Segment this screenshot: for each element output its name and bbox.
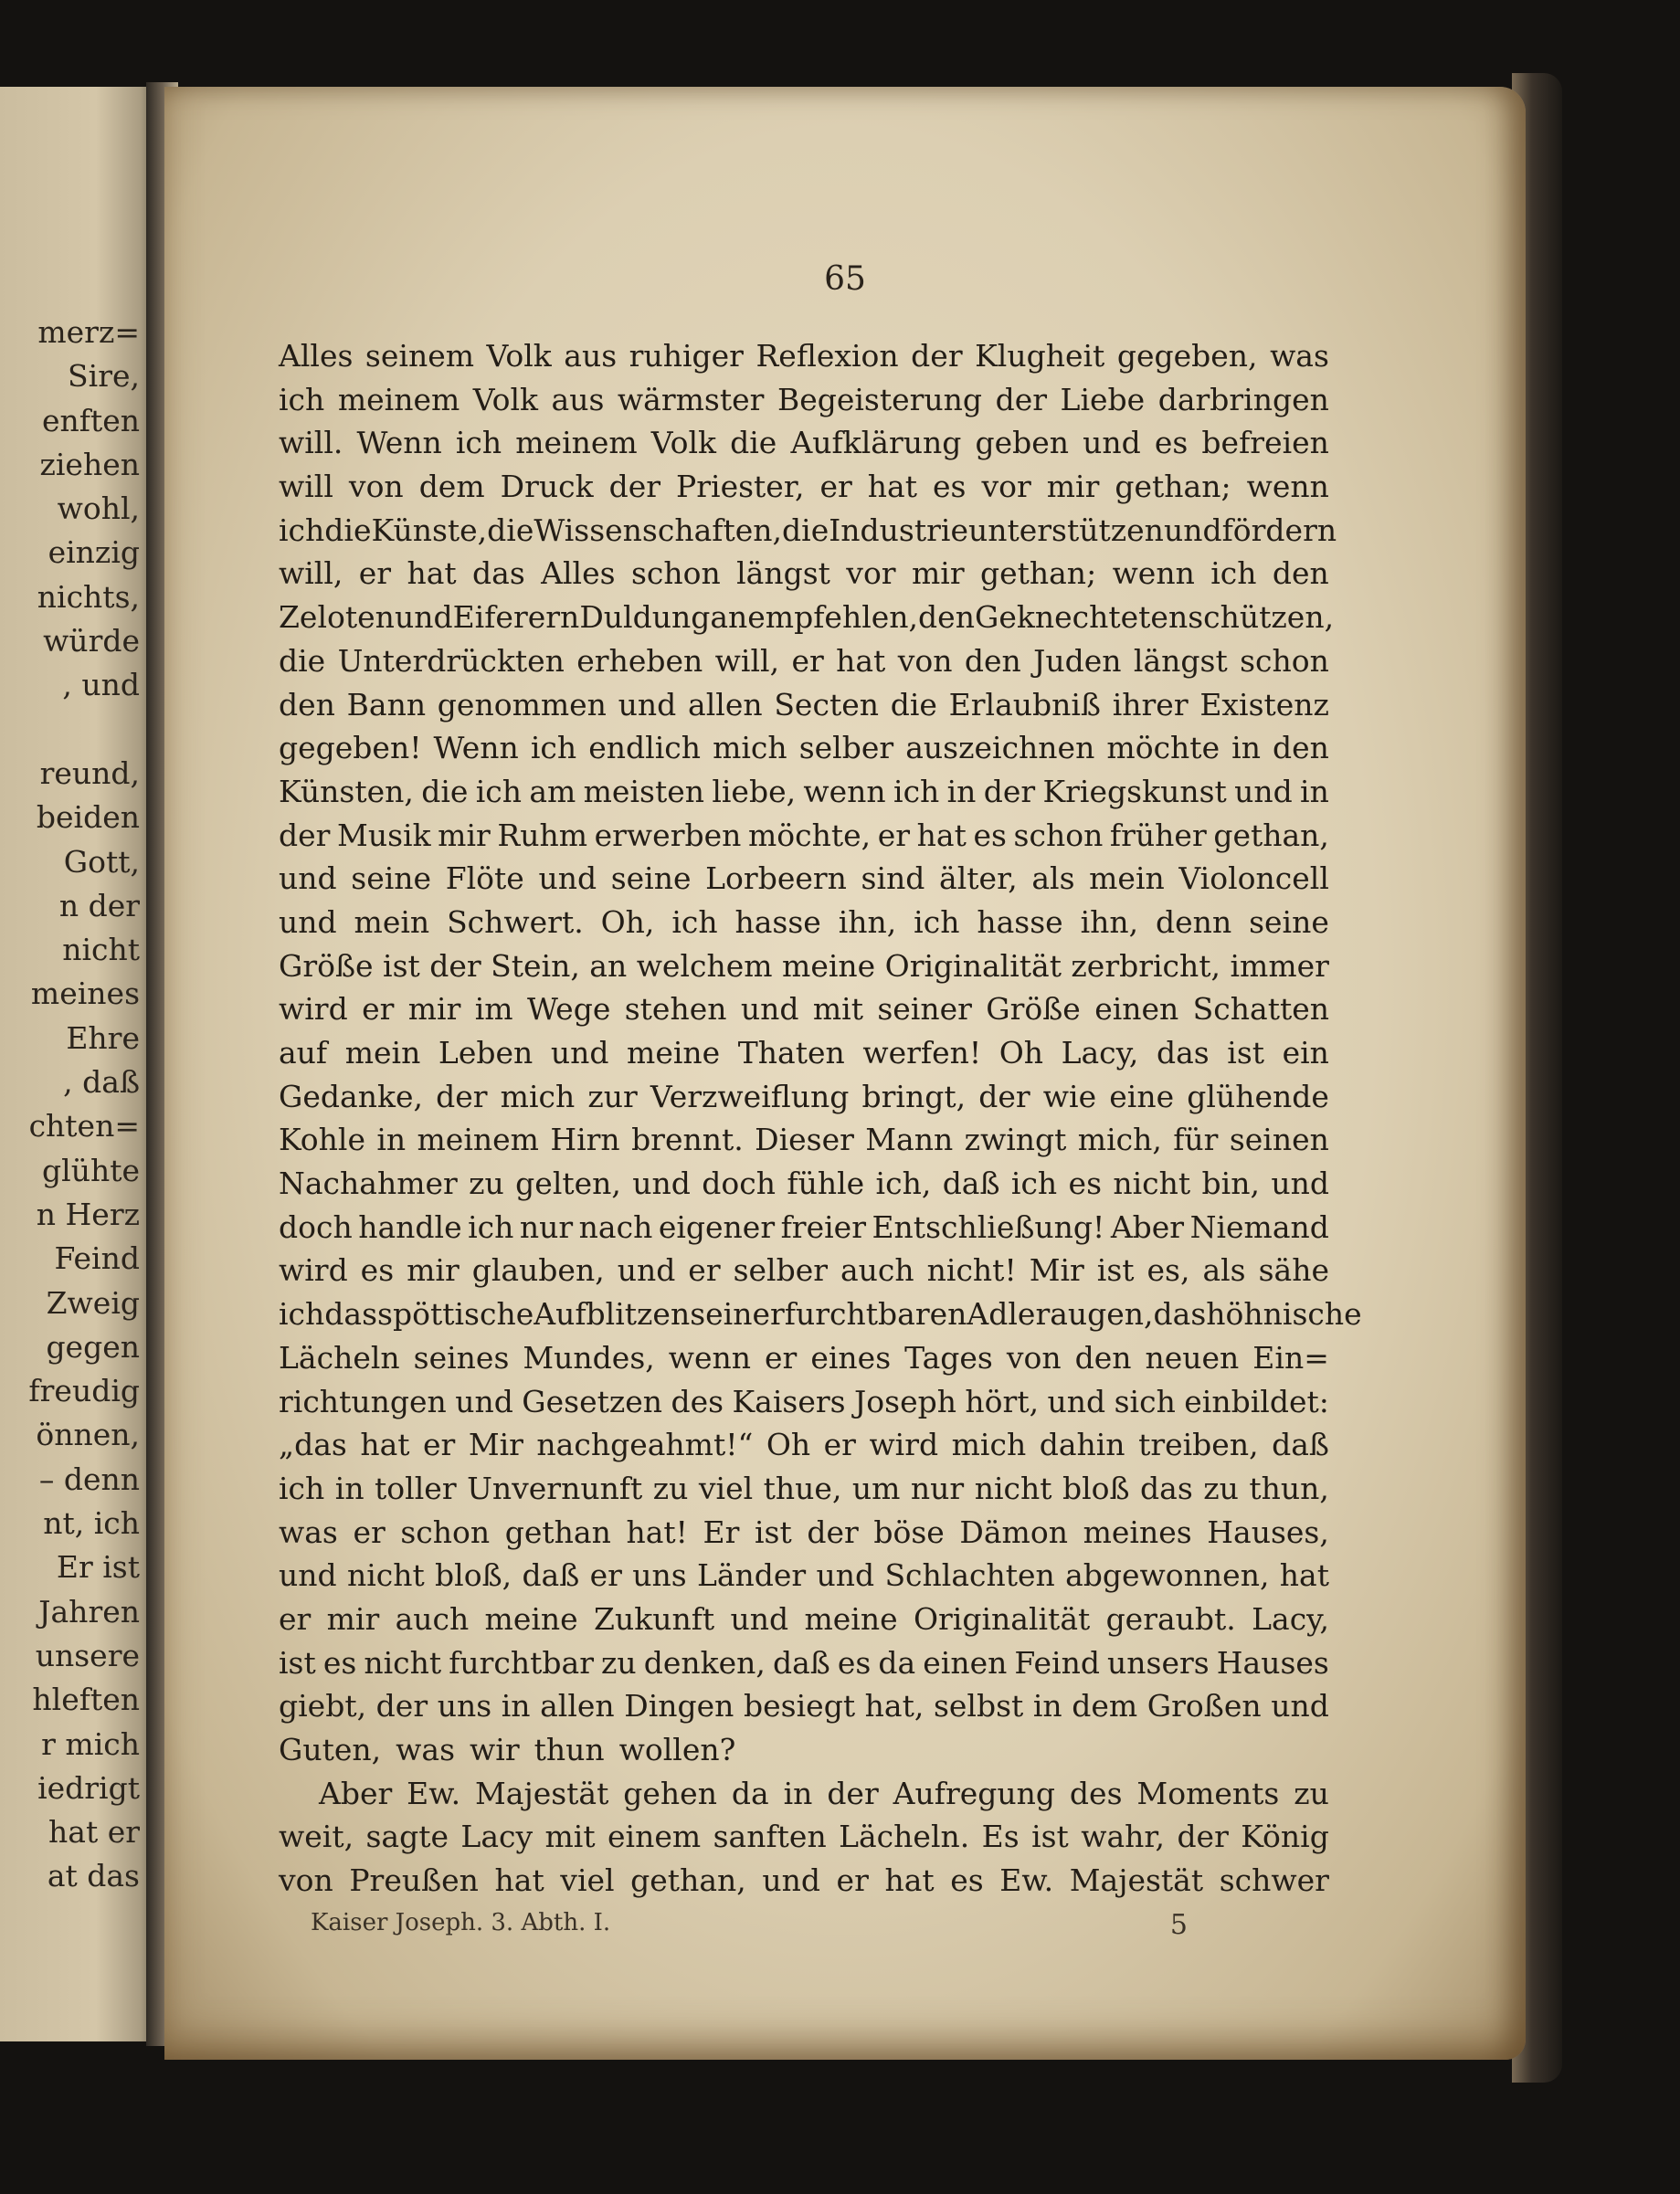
- left-page-line: ziehen: [39, 446, 140, 482]
- text-line: und nicht bloß, daß er uns Länder und Schlachten abgewonnen, hat: [279, 1557, 1329, 1594]
- left-page-line: Jahren: [38, 1593, 140, 1630]
- signature-number: 5: [1169, 1909, 1188, 1941]
- text-line: will, er hat das Alles schon längst vor mir gethan; wenn ich den: [279, 555, 1329, 592]
- text-line: den Bann genommen und allen Secten die Erlaubniß ihrer Existenz: [279, 686, 1329, 723]
- text-line: giebt, der uns in allen Dingen besiegt hat, selbst in dem Großen und: [279, 1688, 1329, 1725]
- text-line: ich in toller Unvernunft zu viel thue, um nur nicht bloß das zu thun,: [279, 1470, 1329, 1506]
- left-page-line: reund,: [39, 754, 140, 791]
- left-page-line: meines: [30, 976, 140, 1012]
- left-page-line: hleften: [32, 1682, 140, 1718]
- left-page-line: hat er: [48, 1814, 140, 1851]
- left-page-line: Feind: [54, 1240, 140, 1277]
- signature-mark: Kaiser Joseph. 3. Abth. I.: [311, 1909, 611, 1936]
- text-line: die Unterdrückten erheben will, er hat von den Juden längst schon: [279, 642, 1329, 679]
- left-page-line: nt, ich: [43, 1505, 140, 1542]
- left-page-line: chten=: [28, 1108, 140, 1144]
- left-page-line: iedrigt: [37, 1769, 140, 1806]
- left-page-line: Er ist: [56, 1549, 140, 1586]
- left-page-line: önnen,: [36, 1417, 140, 1453]
- text-line: ist es nicht furchtbar zu denken, daß es da einen Feind unsers Hauses: [279, 1644, 1329, 1681]
- text-line: der Musik mir Ruhm erwerben möchte, er hat es schon früher gethan,: [279, 817, 1329, 853]
- left-page-line: nichts,: [37, 578, 140, 615]
- left-page-line: – denn: [38, 1461, 140, 1497]
- text-line: „das hat er Mir nachgeahmt!“ Oh er wird mich dahin treiben, daß: [279, 1427, 1329, 1463]
- left-page-line: wohl,: [57, 490, 140, 527]
- left-page-line: at das: [47, 1858, 140, 1894]
- left-page-text: [3, 311, 140, 1899]
- left-page-line: n der: [58, 887, 140, 923]
- text-line: doch handle ich nur nach eigener freier Entschließung! Aber Niemand: [279, 1208, 1329, 1245]
- text-line: wird es mir glauben, und er selber auch nicht! Mir ist es, als sähe: [279, 1252, 1329, 1289]
- left-page-line: Sire,: [68, 358, 140, 395]
- text-line: und mein Schwert. Oh, ich hasse ihn, ich hasse ihn, denn seine: [279, 903, 1329, 940]
- text-line: ich meinem Volk aus wärmster Begeisterung der Liebe darbringen: [279, 381, 1329, 417]
- left-page: [0, 87, 160, 2041]
- left-page-line: würde: [43, 623, 140, 659]
- text-line: will. Wenn ich meinem Volk die Aufklärung geben und es befreien: [279, 425, 1329, 461]
- text-line: von Preußen hat viel gethan, und er hat es Ew. Majestät schwer: [279, 1862, 1329, 1899]
- text-line: gegeben! Wenn ich endlich mich selber auszeichnen möchte in den: [279, 730, 1329, 766]
- body-text: [279, 334, 1362, 1903]
- text-line: Kohle in meinem Hirn brennt. Dieser Mann zwingt mich, für seinen: [279, 1122, 1329, 1158]
- left-page-line: nicht: [62, 932, 140, 968]
- text-line: weit, sagte Lacy mit einem sanften Lächeln. Es ist wahr, der König: [279, 1819, 1329, 1855]
- left-page-line: unsere: [35, 1637, 140, 1673]
- text-line: Lächeln seines Mundes, wenn er eines Tages von den neuen Ein=: [279, 1339, 1329, 1376]
- left-page-line: [3, 708, 140, 752]
- text-line: was er schon gethan hat! Er ist der böse Dämon meines Hauses,: [279, 1514, 1329, 1550]
- left-page-line: einzig: [48, 534, 140, 571]
- text-line: richtungen und Gesetzen des Kaisers Joseph hört, und sich einbildet:: [279, 1383, 1329, 1419]
- left-page-line: merz=: [37, 314, 140, 350]
- text-line: wird er mir im Wege stehen und mit seiner Größe einen Schatten: [279, 991, 1329, 1028]
- text-line: Künsten, die ich am meisten liebe, wenn ich in der Kriegskunst und in: [279, 773, 1329, 809]
- text-line: Gedanke, der mich zur Verzweiflung bringt, der wie eine glühende: [279, 1078, 1329, 1114]
- text-line: ich die Künste, die Wissenschaften, die Industrie unterstützen und fördern: [279, 512, 1337, 548]
- left-page-line: , daß: [63, 1064, 140, 1101]
- left-page-line: gegen: [46, 1328, 140, 1365]
- text-line: er mir auch meine Zukunft und meine Originalität geraubt. Lacy,: [279, 1600, 1329, 1637]
- left-page-line: Gott,: [63, 843, 140, 880]
- text-line: auf mein Leben und meine Thaten werfen! Oh Lacy, das ist ein: [279, 1035, 1329, 1071]
- text-line: Nachahmer zu gelten, und doch fühle ich, daß ich es nicht bin, und: [279, 1166, 1329, 1202]
- text-line: Aber Ew. Majestät gehen da in der Aufregung des Moments zu: [319, 1775, 1329, 1811]
- page-number: 65: [824, 260, 866, 298]
- text-line: Zeloten und Eiferern Duldung anempfehlen, den Geknechteten schützen,: [279, 599, 1335, 636]
- text-line: Alles seinem Volk aus ruhiger Reflexion der Klugheit gegeben, was: [279, 338, 1329, 374]
- left-page-line: glühte: [42, 1152, 140, 1188]
- text-line: will von dem Druck der Priester, er hat es vor mir gethan; wenn: [279, 469, 1329, 505]
- left-page-line: n Herz: [36, 1196, 140, 1232]
- text-line: und seine Flöte und seine Lorbeern sind älter, als mein Violoncell: [279, 860, 1329, 897]
- left-page-line: Zweig: [46, 1284, 140, 1321]
- left-page-line: enften: [41, 402, 140, 438]
- text-line: ich das spöttische Aufblitzen seiner furchtbaren Adleraugen, das höhnische: [279, 1296, 1362, 1333]
- left-page-line: , und: [62, 667, 140, 703]
- text-line: Guten, was wir thun wollen?: [279, 1732, 736, 1767]
- left-page-line: Ehre: [66, 1019, 140, 1056]
- text-line: Größe ist der Stein, an welchem meine Originalität zerbricht, immer: [279, 947, 1329, 984]
- left-page-line: beiden: [36, 799, 140, 836]
- left-page-line: freudig: [28, 1373, 140, 1409]
- left-page-line: r mich: [41, 1725, 140, 1762]
